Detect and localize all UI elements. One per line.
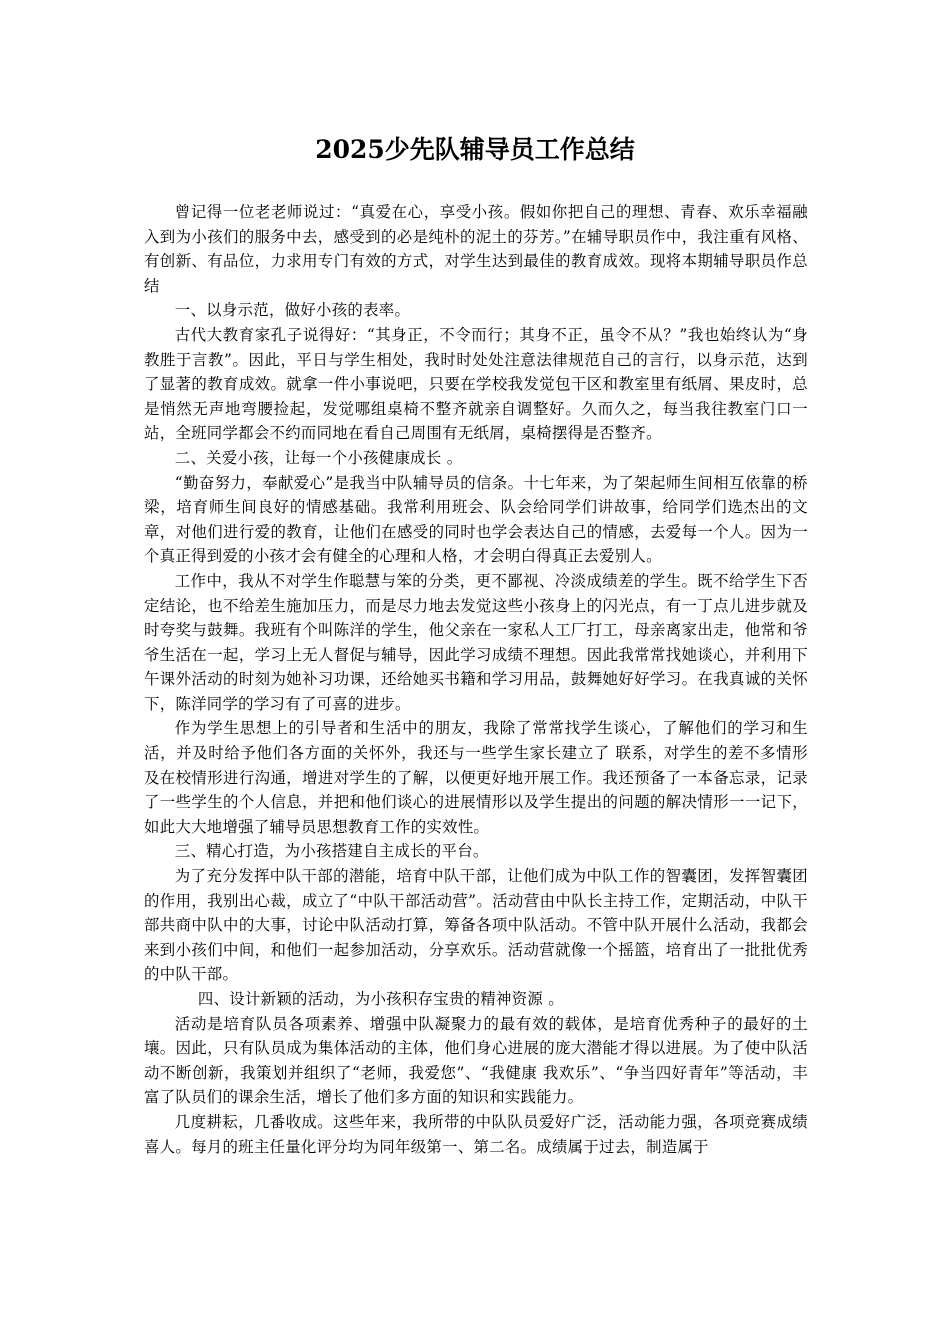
intro-paragraph: 曾记得一位老老师说过：“真爱在心，享受小孩。假如你把自己的理想、青春、欢乐幸福融入到为小孩们的服务中去，感受到的必是纯朴的泥土的芬芳。”在辅导职员作中，我注重有风格、有创新、有品位，力求用专门有效的方式，对学生达到最佳的教育成效。现将本期辅导职员作总结: [144, 203, 808, 295]
section-heading-4: 四、设计新颖的活动，为小孩积存宝贵的精神资源 。: [197, 990, 564, 1008]
section-heading-2: 二、关爱小孩，让每一个小孩健康成长 。: [174, 448, 463, 467]
body-paragraph: 为了充分发挥中队干部的潜能，培育中队干部，让他们成为中队工作的智囊团，发挥智囊团的作用，我别出心裁，成立了“中队干部活动营”。活动营由中队长主持工作，定期活动，中队干部共商中队中的大事，讨论中队活动打算，筹备各项中队活动。不管中队开展什么活动，我都会来到小孩们中间，和他们一起参加活动，分享欢乐。活动营就像一个摇篮，培育出了一批批优秀的中队干部。: [144, 867, 808, 984]
body-paragraph: 活动是培育队员各项素养、增强中队凝聚力的最有效的载体，是培育优秀种子的最好的土壤。因此，只有队员成为集体活动的主体，他们身心进展的庞大潜能才得以进展。为了使中队活动不断创新，我策划并组织了“老师，我爱您”、“我健康 我欢乐”、“争当四好青年”等活动，丰富了队员们的课余生活，增长了他们多方面的知识和实践能力。: [144, 1014, 808, 1107]
body-paragraph: 古代大教育家孔子说得好：“其身正，不令而行；其身不正，虽令不从？”我也始终认为“身教胜于言教”。因此，平日与学生相处，我时时处处注意法律规范自己的言行，以身示范，达到了显著的教育成效。就拿一件小事说吧，只要在学校我发觉包干区和教室里有纸屑、果皮时，总是悄然无声地弯腰捡起，发觉哪组桌椅不整齐就亲自调整好。久而久之，每当我往教室门口一站，全班同学都会不约而同地在看自己周围有无纸屑，桌椅摆得是否整齐。: [144, 325, 808, 443]
body-paragraph: “勤奋努力，奉献爱心”是我当中队辅导员的信条。十七年来，为了架起师生间相互依靠的桥梁，培育师生间良好的情感基础。我常利用班会、队会给同学们讲故事，给同学们选杰出的文章，对他们进行爱的教育，让他们在感受的同时也学会表达自己的情感，去爱每一个人。因为一个真正得到爱的小孩才会有健全的心理和人格，才会明白得真正去爱别人。: [144, 473, 808, 566]
body-paragraph: 几度耕耘，几番收成。这些年来，我所带的中队队员爱好广泛，活动能力强，各项竞赛成绩喜人。每月的班主任量化评分均为同年级第一、第二名。成绩属于过去，制造属于: [144, 1112, 808, 1156]
document-title: 2025少先队辅导员工作总结: [315, 135, 635, 164]
body-paragraph: 作为学生思想上的引导者和生活中的朋友，我除了常常找学生谈心，了解他们的学习和生活，并及时给予他们各方面的关怀外，我还与一些学生家长建立了 联系，对学生的差不多情形及在校情形进行沟通，增进对学生的了解，以便更好地开展工作。我还预备了一本备忘录，记录了一些学生的个人信息，并把和他们谈心的进展情形以及学生提出的问题的解决情形一一记下，如此大大地增强了辅导员思想教育工作的实效性。: [144, 719, 808, 836]
section-heading-3: 三、精心打造，为小孩搭建自主成长的平台。: [174, 842, 489, 861]
body-paragraph: 工作中，我从不对学生作聪慧与笨的分类，更不鄙视、冷淡成绩差的学生。既不给学生下否定结论，也不给差生施加压力，而是尽力地去发觉这些小孩身上的闪光点，有一丁点儿进步就及时夸奖与鼓舞。我班有个叫陈洋的学生，他父亲在一家私人工厂打工，母亲离家出走，他常和爷爷生活在一起，学习上无人督促与辅导，因此学习成绩不理想。因此我常常找她谈心，并利用下午课外活动的时刻为她补习功课，还给她买书籍和学习用品，鼓舞她好好学习。在我真诚的关怀下，陈洋同学的学习有了可喜的进步。: [144, 571, 808, 713]
section-heading-1: 一、以身示范，做好小孩的表率。: [174, 301, 411, 320]
document-body: [144, 200, 808, 1159]
